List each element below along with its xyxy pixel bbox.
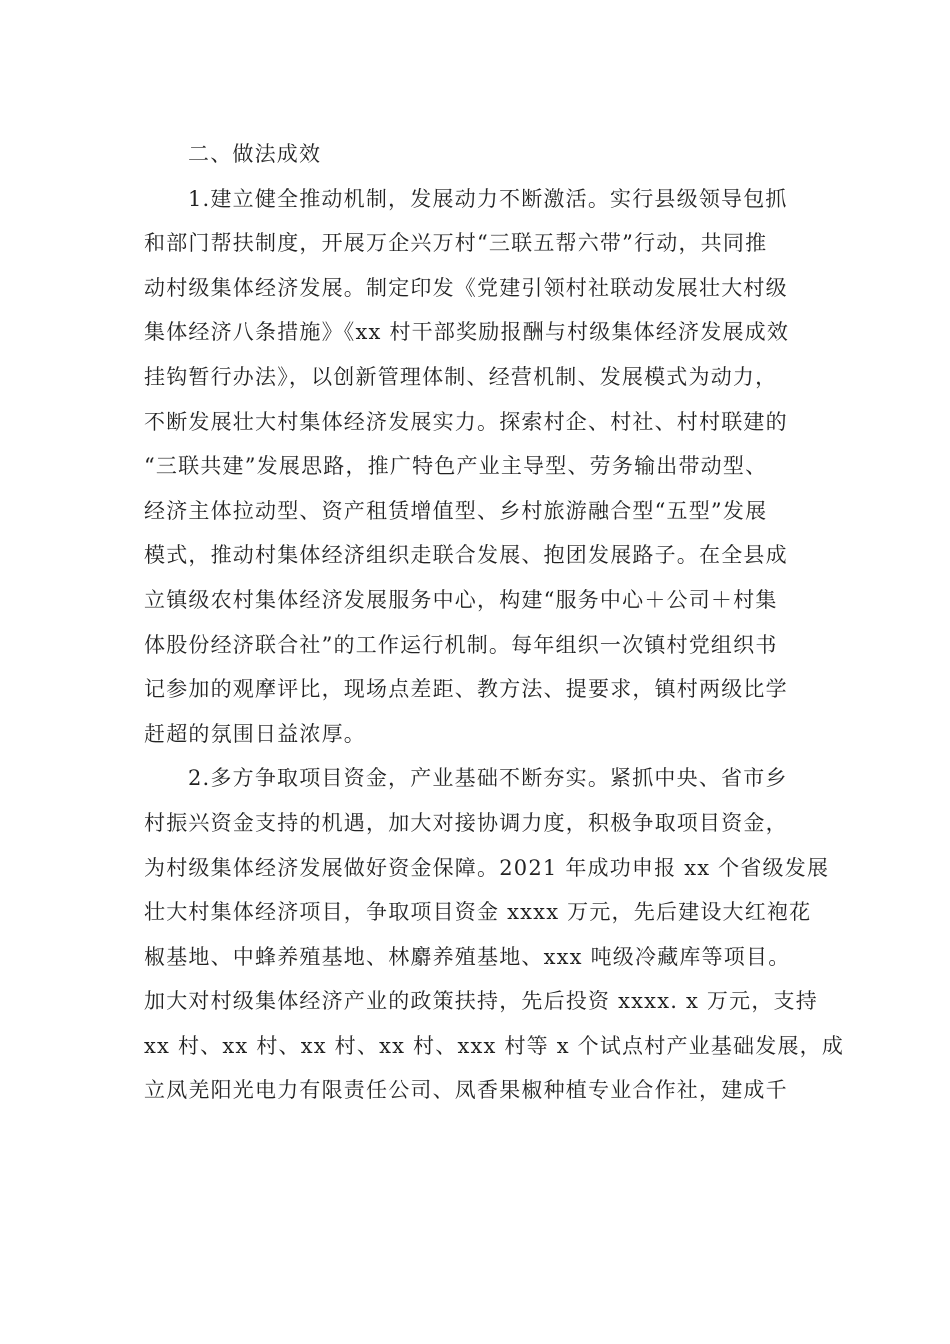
paragraph-line: 记参加的观摩评比，现场点差距、教方法、提要求，镇村两级比学 [144,677,788,702]
paragraph-line: “三联共建”发展思路，推广特色产业主导型、劳务输出带动型、 [144,454,768,479]
paragraph-line: 挂钩暂行办法》，以创新管理体制、经营机制、发展模式为动力， [144,364,778,389]
paragraph-line: 壮大村集体经济项目，争取项目资金 xxxx 万元，先后建设大红袍花 [144,900,812,925]
paragraph-line: 模式，推动村集体经济组织走联合发展、抱团发展路子。在全县成 [144,543,788,568]
paragraph-line: 立凤羌阳光电力有限责任公司、凤香果椒种植专业合作社，建成千 [144,1078,788,1103]
section-heading: 二、做法成效 [188,142,322,166]
paragraph-line: xx 村、xx 村、xx 村、xx 村、xxx 村等 x 个试点村产业基础发展，成 [144,1033,845,1058]
paragraph-line: 赶超的氛围日益浓厚。 [144,721,366,746]
paragraph-line: 1.建立健全推动机制，发展动力不断激活。实行县级领导包抓 [188,186,788,211]
paragraph-line: 村振兴资金支持的机遇，加大对接协调力度，积极争取项目资金， [144,810,788,835]
document-body [144,132,845,1113]
paragraph-line: 动村级集体经济发展。制定印发《党建引领村社联动发展壮大村级 [144,275,788,300]
paragraph-line: 加大对村级集体经济产业的政策扶持，先后投资 xxxx. x 万元，支持 [144,989,818,1014]
paragraph-line: 椒基地、中蜂养殖基地、林麝养殖基地、xxx 吨级冷藏库等项目。 [144,944,791,969]
paragraph-line: 2.多方争取项目资金，产业基础不断夯实。紧抓中央、省市乡 [188,766,788,791]
paragraph-line: 体股份经济联合社”的工作运行机制。每年组织一次镇村党组织书 [144,632,778,657]
paragraph-1 [144,177,806,757]
paragraph-line: 不断发展壮大村集体经济发展实力。探索村企、村社、村村联建的 [144,409,788,434]
paragraph-line: 集体经济八条措施》《xx 村干部奖励报酬与村级集体经济发展成效 [144,320,790,345]
paragraph-2 [144,756,845,1113]
paragraph-line: 为村级集体经济发展做好资金保障。2021 年成功申报 xx 个省级发展 [144,855,830,880]
paragraph-line: 立镇级农村集体经济发展服务中心，构建“服务中心＋公司＋村集 [144,587,778,612]
paragraph-line: 经济主体拉动型、资产租赁增值型、乡村旅游融合型“五型”发展 [144,498,768,523]
paragraph-line: 和部门帮扶制度，开展万企兴万村“三联五帮六带”行动，共同推 [144,231,768,256]
